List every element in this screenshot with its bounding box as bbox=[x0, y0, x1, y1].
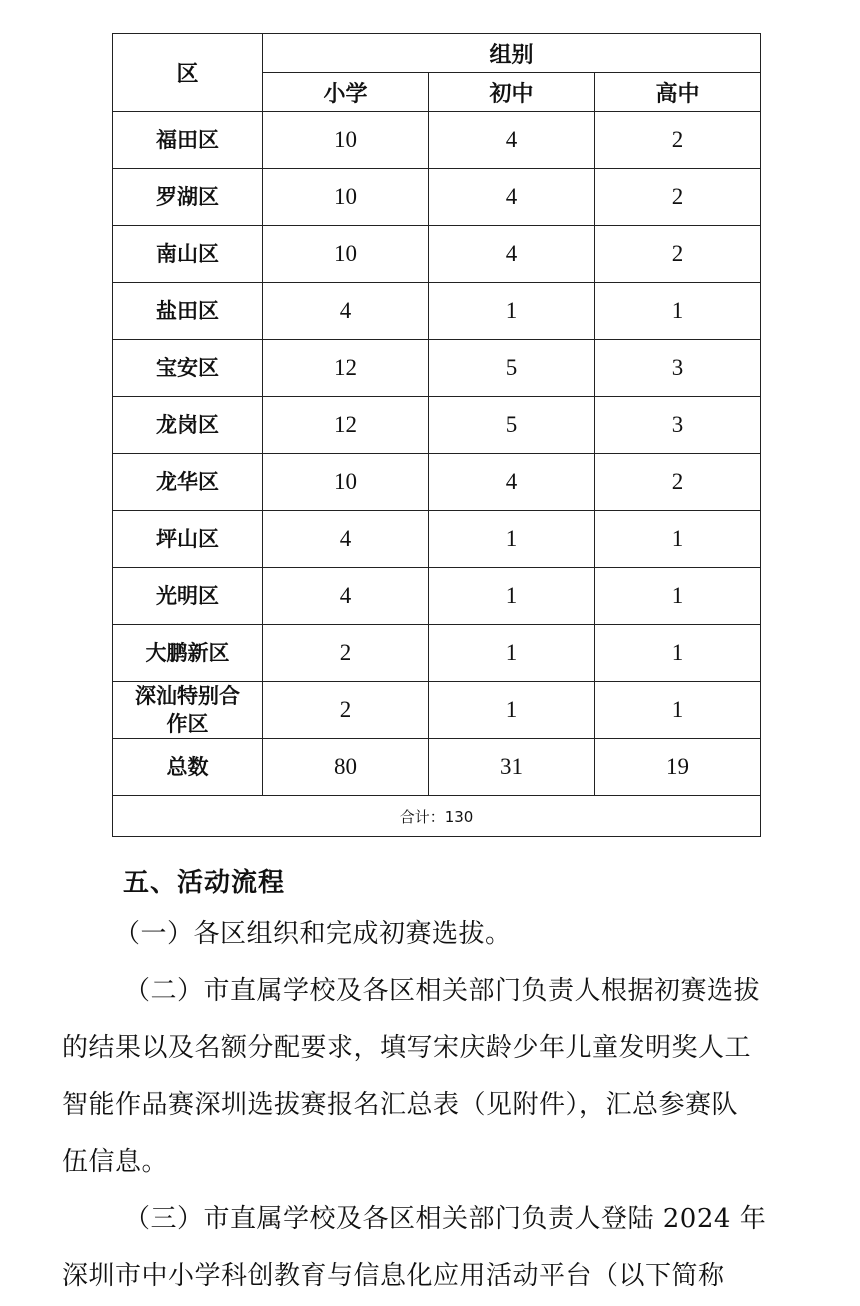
quota-value: 12 bbox=[263, 397, 429, 454]
district-name: 龙岗区 bbox=[113, 397, 263, 454]
table-row bbox=[113, 682, 761, 739]
section-heading: 五、活动流程 bbox=[123, 868, 286, 898]
quota-value: 1 bbox=[595, 682, 761, 739]
quota-value: 12 bbox=[263, 340, 429, 397]
district-column-header: 区 bbox=[113, 34, 263, 112]
district-name: 福田区 bbox=[113, 112, 263, 169]
quota-value: 1 bbox=[429, 682, 595, 739]
quota-value: 4 bbox=[429, 112, 595, 169]
district-name: 罗湖区 bbox=[113, 169, 263, 226]
quota-value: 1 bbox=[595, 283, 761, 340]
table-row bbox=[113, 397, 761, 454]
quota-value: 2 bbox=[263, 682, 429, 739]
paragraph-1-text: （一）各区组织和完成初赛选拔。 bbox=[114, 919, 512, 949]
district-name: 宝安区 bbox=[113, 340, 263, 397]
quota-value: 4 bbox=[263, 568, 429, 625]
column-header-senior: 高中 bbox=[595, 73, 761, 112]
paragraph-1 bbox=[62, 906, 814, 963]
quota-value: 5 bbox=[429, 397, 595, 454]
quota-value: 10 bbox=[263, 169, 429, 226]
quota-value: 4 bbox=[263, 511, 429, 568]
table-row bbox=[113, 169, 761, 226]
quota-value: 1 bbox=[429, 511, 595, 568]
district-name: 大鹏新区 bbox=[113, 625, 263, 682]
table-row bbox=[113, 112, 761, 169]
paragraph-2-line: 伍信息。 bbox=[62, 1147, 169, 1177]
quota-value: 19 bbox=[595, 739, 761, 796]
quota-value: 31 bbox=[429, 739, 595, 796]
quota-value: 10 bbox=[263, 226, 429, 283]
group-header: 组别 bbox=[263, 34, 761, 73]
paragraph-3-line: 深圳市中小学科创教育与信息化应用活动平台（以下简称 bbox=[62, 1261, 725, 1291]
quota-value: 4 bbox=[263, 283, 429, 340]
district-name: 坪山区 bbox=[113, 511, 263, 568]
quota-value: 10 bbox=[263, 454, 429, 511]
table-row bbox=[113, 454, 761, 511]
district-name: 龙华区 bbox=[113, 454, 263, 511]
quota-value: 4 bbox=[429, 169, 595, 226]
quota-value: 2 bbox=[595, 454, 761, 511]
quota-value: 1 bbox=[595, 568, 761, 625]
paragraph-2-line: （二）市直属学校及各区相关部门负责人根据初赛选拔 bbox=[124, 976, 761, 1006]
column-header-junior: 初中 bbox=[429, 73, 595, 112]
paragraph-2-line: 智能作品赛深圳选拔赛报名汇总表（见附件），汇总参赛队 bbox=[62, 1090, 739, 1120]
quota-value: 1 bbox=[595, 625, 761, 682]
paragraph-3-line: （三）市直属学校及各区相关部门负责人登陆 2024 年 bbox=[124, 1204, 767, 1234]
table-row bbox=[113, 625, 761, 682]
district-name: 总数 bbox=[113, 739, 263, 796]
quota-value: 3 bbox=[595, 397, 761, 454]
paragraph-2-line: 的结果以及名额分配要求，填写宋庆龄少年儿童发明奖人工 bbox=[62, 1033, 752, 1063]
quota-value: 4 bbox=[429, 454, 595, 511]
quota-value: 2 bbox=[595, 112, 761, 169]
quota-value: 2 bbox=[595, 169, 761, 226]
quota-value: 80 bbox=[263, 739, 429, 796]
column-header-primary: 小学 bbox=[263, 73, 429, 112]
district-name: 深汕特别合 作区 bbox=[113, 682, 263, 739]
table-row bbox=[113, 340, 761, 397]
table-row bbox=[113, 739, 761, 796]
table-row bbox=[113, 283, 761, 340]
district-name: 盐田区 bbox=[113, 283, 263, 340]
grand-total: 合计：130 bbox=[113, 796, 761, 837]
quota-value: 10 bbox=[263, 112, 429, 169]
quota-value: 5 bbox=[429, 340, 595, 397]
quota-value: 3 bbox=[595, 340, 761, 397]
quota-value: 1 bbox=[429, 568, 595, 625]
district-name: 光明区 bbox=[113, 568, 263, 625]
table-row bbox=[113, 511, 761, 568]
paragraph-3 bbox=[62, 1191, 814, 1305]
table-row bbox=[113, 568, 761, 625]
quota-value: 1 bbox=[595, 511, 761, 568]
quota-value: 1 bbox=[429, 283, 595, 340]
quota-value: 4 bbox=[429, 226, 595, 283]
quota-value: 2 bbox=[595, 226, 761, 283]
district-name: 南山区 bbox=[113, 226, 263, 283]
quota-value: 2 bbox=[263, 625, 429, 682]
quota-table bbox=[112, 33, 761, 837]
quota-value: 1 bbox=[429, 625, 595, 682]
table-row bbox=[113, 226, 761, 283]
paragraph-2 bbox=[62, 963, 814, 1191]
